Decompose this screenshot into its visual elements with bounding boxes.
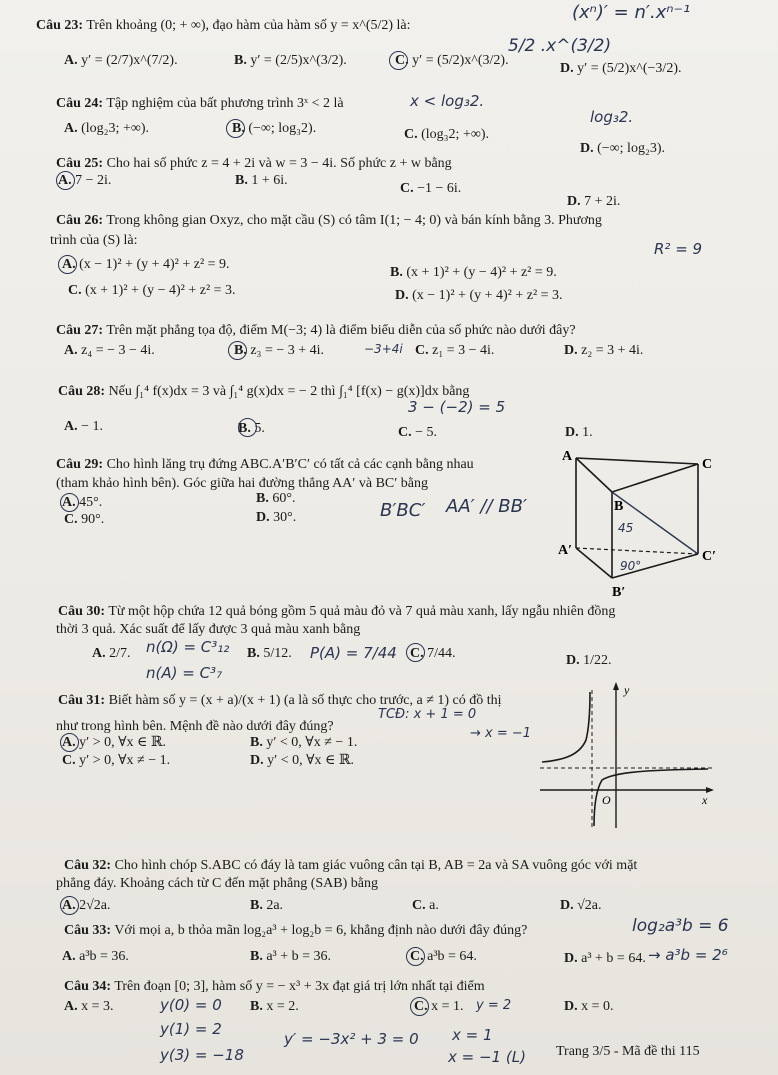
q23-answer-circle bbox=[389, 51, 408, 70]
q31-hw-1: TCĐ: x + 1 = 0 bbox=[378, 707, 477, 722]
q25-answer-circle bbox=[56, 171, 75, 190]
label-a-prime: A′ bbox=[558, 543, 573, 558]
q32-option-b: B. 2a. bbox=[250, 898, 284, 913]
q25-option-a: A. 7 − 2i. bbox=[58, 173, 112, 188]
q32-stem-1: Câu 32: Cho hình chóp S.ABC có đáy là tam giác vuông cân tại B, AB = 2a và SA vuông góc với mặt bbox=[64, 858, 638, 873]
q30-option-a: A. 2/7. bbox=[92, 646, 131, 661]
q24-option-d: D. (−∞; log₂3). bbox=[580, 141, 665, 156]
q32-answer-circle bbox=[60, 896, 79, 915]
q28-option-a: A. − 1. bbox=[64, 419, 104, 434]
q31-option-c: C. y′ > 0, ∀x ≠ − 1. bbox=[62, 753, 171, 768]
q32-option-a: A. 2√2a. bbox=[62, 898, 111, 913]
q24-option-a: A. (log₂3; +∞). bbox=[64, 121, 149, 136]
q28-answer-circle bbox=[238, 418, 257, 437]
q31-option-b: B. y′ < 0, ∀x ≠ − 1. bbox=[250, 735, 358, 750]
q29-answer-circle bbox=[60, 493, 79, 512]
q34-answer-circle bbox=[410, 997, 429, 1016]
q23-option-d: D. y′ = (5/2)x^(−3/2). bbox=[560, 61, 682, 76]
q29-option-c: C. 90°. bbox=[64, 512, 105, 527]
q34-hw-5: x = 1 bbox=[452, 1026, 493, 1044]
q24-stem: Câu 24: Tập nghiệm của bất phương trình 3ˣ < 2 là bbox=[56, 96, 344, 111]
q26-stem-2: trình của (S) là: bbox=[50, 233, 138, 248]
q23-option-b: B. y′ = (2/5)x^(3/2). bbox=[234, 53, 347, 68]
page-footer: Trang 3/5 - Mã đề thi 115 bbox=[556, 1044, 700, 1059]
label-x: x bbox=[702, 793, 708, 807]
label-origin: O bbox=[602, 793, 611, 807]
q26-answer-circle bbox=[58, 255, 77, 274]
q25-option-d: D. 7 + 2i. bbox=[567, 194, 621, 209]
q34-option-a: A. x = 3. bbox=[64, 999, 114, 1014]
q32-option-d: D. √2a. bbox=[560, 898, 602, 913]
edge-a2c2 bbox=[576, 548, 698, 554]
q31-hw-2: → x = −1 bbox=[470, 726, 532, 741]
label-c: C bbox=[702, 457, 713, 472]
q25-option-c: C. −1 − 6i. bbox=[400, 181, 462, 196]
edge-a2b2 bbox=[576, 548, 612, 578]
q27-stem: Câu 27: Trên mặt phẳng tọa độ, điểm M(−3; 4) là điểm biểu diễn của số phức nào dưới đây? bbox=[56, 323, 576, 338]
q31-stem-2: như trong hình bên. Mệnh đề nào dưới đây đúng? bbox=[56, 719, 334, 734]
q30-stem-1: Câu 30: Từ một hộp chứa 12 quả bóng gồm 5 quả màu đỏ và 7 quả màu xanh, lấy ngẫu nhiên đồng bbox=[58, 604, 616, 619]
q27-hw: −3+4i bbox=[364, 342, 403, 356]
label-a: A bbox=[562, 449, 573, 464]
label-c-prime: C′ bbox=[702, 549, 717, 564]
q33-option-c: C. a³b = 64. bbox=[410, 949, 477, 964]
edge-bc bbox=[612, 464, 698, 492]
q34-option-d: D. x = 0. bbox=[564, 999, 614, 1014]
q23-option-c: C. y′ = (5/2)x^(3/2). bbox=[395, 53, 509, 68]
q27-option-a: A. z₄ = − 3 − 4i. bbox=[64, 343, 155, 358]
hw-45: 45 bbox=[618, 521, 634, 535]
q29-hw-1: B′BC′ bbox=[380, 500, 426, 521]
q28-option-c: C. − 5. bbox=[398, 425, 438, 440]
q33-hw-2: → a³b = 2⁶ bbox=[648, 946, 728, 964]
q30-option-b: B. 5/12. bbox=[247, 646, 292, 661]
q23-text: Trên khoảng (0; + ∞), đạo hàm của hàm số y = x^(5/2) là: bbox=[86, 18, 411, 33]
q31-option-a: A. y′ > 0, ∀x ∈ ℝ. bbox=[62, 735, 167, 750]
edge-ac bbox=[576, 458, 698, 464]
q28-stem: Câu 28: Nếu ∫₁⁴ f(x)dx = 3 và ∫₁⁴ g(x)dx = − 2 thì ∫₁⁴ [f(x) − g(x)]dx bằng bbox=[58, 384, 470, 399]
q23-stem bbox=[36, 17, 411, 35]
q34-hw-6: x = −1 (L) bbox=[448, 1048, 526, 1066]
q27-option-c: C. z₁ = 3 − 4i. bbox=[415, 343, 495, 358]
q33-stem: Câu 33: Với mọi a, b thỏa mãn log₂a³ + log₂b = 6, khẳng định nào dưới đây đúng? bbox=[64, 923, 528, 938]
q27-option-b: B. z₃ = − 3 + 4i. bbox=[234, 343, 325, 358]
q30-hw-3: P(A) = 7/44 bbox=[310, 644, 397, 662]
q31-option-d: D. y′ < 0, ∀x ∈ ℝ. bbox=[250, 753, 355, 768]
hw-90: 90° bbox=[620, 559, 642, 573]
q23-hw-answer: 5/2 .x^(3/2) bbox=[508, 36, 612, 56]
q24-option-b: B. (−∞; log₃2). bbox=[232, 121, 317, 136]
left-branch bbox=[542, 692, 590, 762]
q30-option-d: D. 1/22. bbox=[566, 653, 612, 668]
q33-option-a: A. a³b = 36. bbox=[62, 949, 129, 964]
q24-answer-circle bbox=[226, 119, 245, 138]
label-y: y bbox=[624, 683, 630, 697]
q34-hw-4: y′ = −3x² + 3 = 0 bbox=[284, 1030, 419, 1048]
q29-stem-1: Câu 29: Cho hình lăng trụ đứng ABC.A′B′C′ có tất cả các cạnh bằng nhau bbox=[56, 457, 474, 472]
q24-option-c: C. (log₃2; +∞). bbox=[404, 127, 489, 142]
label-b: B bbox=[614, 499, 624, 514]
q26-option-a: A. (x − 1)² + (y + 4)² + z² = 9. bbox=[62, 257, 230, 272]
q30-answer-circle bbox=[406, 643, 425, 662]
q24-hw-2: log₃2. bbox=[590, 108, 634, 126]
q30-hw-1: n(Ω) = C³₁₂ bbox=[146, 638, 230, 656]
q34-option-c: C. x = 1. bbox=[414, 999, 464, 1014]
q26-stem-1: Câu 26: Trong không gian Oxyz, cho mặt cầu (S) có tâm I(1; − 4; 0) và bán kính bằng 3. Phương bbox=[56, 213, 602, 228]
edge-ab bbox=[576, 458, 612, 492]
q27-option-d: D. z₂ = 3 + 4i. bbox=[564, 343, 644, 358]
q34-hw-2: y(1) = 2 bbox=[160, 1020, 222, 1038]
q24-hw-1: x < log₃2. bbox=[410, 92, 485, 110]
q30-option-c: C. 7/44. bbox=[410, 646, 456, 661]
q34-hw-ymax: y = 2 bbox=[476, 998, 512, 1013]
prism-figure bbox=[548, 448, 718, 608]
q28-hw: 3 − (−2) = 5 bbox=[408, 398, 506, 416]
hyperbola-graph bbox=[536, 680, 716, 830]
q29-option-d: D. 30°. bbox=[256, 510, 297, 525]
q29-option-a: A. 45°. bbox=[62, 495, 103, 510]
q33-hw-1: log₂a³b = 6 bbox=[632, 916, 729, 936]
q23-hw-formula: (xⁿ)′ = n′.xⁿ⁻¹ bbox=[572, 2, 691, 23]
q32-option-c: C. a. bbox=[412, 898, 439, 913]
label-b-prime: B′ bbox=[612, 585, 626, 600]
q23-head: Câu 23: bbox=[36, 18, 84, 33]
q33-option-b: B. a³ + b = 36. bbox=[250, 949, 332, 964]
q31-stem-1: Câu 31: Biết hàm số y = (x + a)/(x + 1) (a là số thực cho trước, a ≠ 1) có đồ thị bbox=[58, 693, 502, 708]
q33-answer-circle bbox=[406, 947, 425, 966]
q34-hw-3: y(3) = −18 bbox=[160, 1046, 244, 1064]
y-axis-arrow bbox=[613, 682, 619, 690]
q34-option-b: B. x = 2. bbox=[250, 999, 299, 1014]
q32-stem-2: phẳng đáy. Khoảng cách từ C đến mặt phẳng (SAB) bằng bbox=[56, 876, 378, 891]
right-branch bbox=[594, 769, 708, 826]
q31-answer-circle bbox=[60, 733, 79, 752]
q34-stem: Câu 34: Trên đoạn [0; 3], hàm số y = − x³ + 3x đạt giá trị lớn nhất tại điểm bbox=[64, 979, 485, 994]
q30-hw-2: n(A) = C³₇ bbox=[146, 664, 223, 682]
q28-option-d: D. 1. bbox=[565, 425, 593, 440]
q26-option-c: C. (x + 1)² + (y − 4)² + z² = 3. bbox=[68, 283, 236, 298]
q30-stem-2: thời 3 quả. Xác suất để lấy được 3 quả màu xanh bằng bbox=[56, 622, 361, 637]
q25-option-b: B. 1 + 6i. bbox=[235, 173, 288, 188]
q27-answer-circle bbox=[228, 341, 247, 360]
q29-option-b: B. 60°. bbox=[256, 491, 296, 506]
q29-hw-2: AA′ // BB′ bbox=[446, 496, 528, 517]
q26-option-b: B. (x + 1)² + (y − 4)² + z² = 9. bbox=[390, 265, 557, 280]
q23-option-a: A. y′ = (2/7)x^(7/2). bbox=[64, 53, 178, 68]
q28-option-b: B. 5. bbox=[238, 421, 265, 436]
q25-stem: Câu 25: Cho hai số phức z = 4 + 2i và w = 3 − 4i. Số phức z + w bằng bbox=[56, 156, 452, 171]
q26-hw: R² = 9 bbox=[654, 240, 703, 258]
q29-stem-2: (tham khảo hình bên). Góc giữa hai đường thẳng AA′ và BC′ bằng bbox=[56, 476, 429, 491]
q33-option-d: D. a³ + b = 64. bbox=[564, 951, 646, 966]
q34-hw-1: y(0) = 0 bbox=[160, 996, 222, 1014]
q26-option-d: D. (x − 1)² + (y + 4)² + z² = 3. bbox=[395, 288, 563, 303]
